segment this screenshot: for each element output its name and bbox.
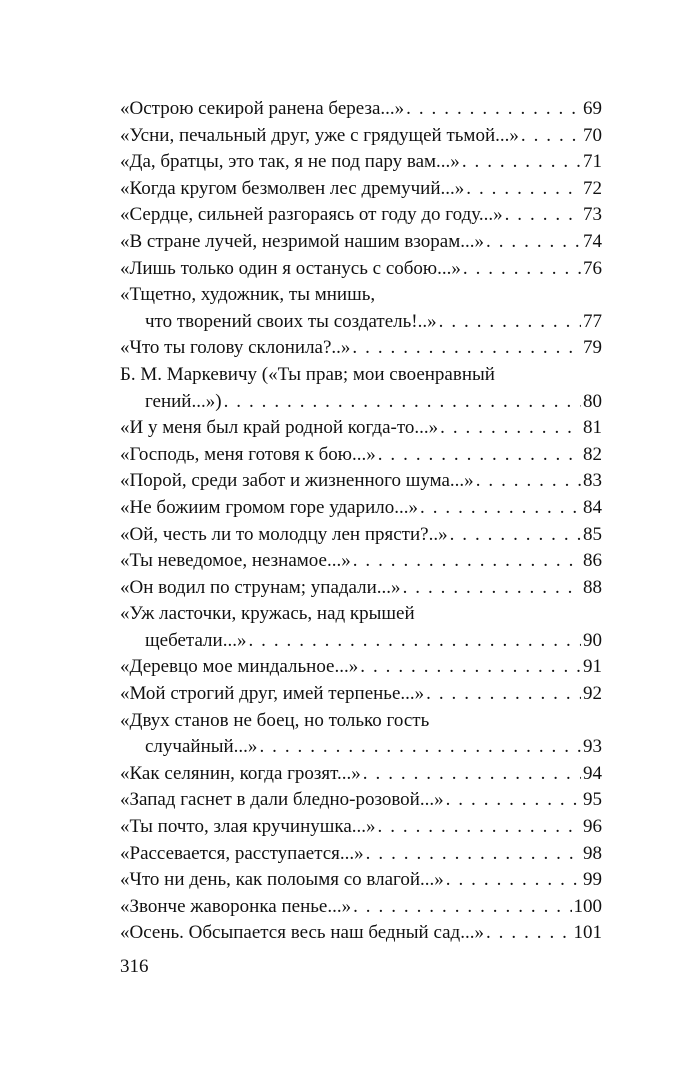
toc-entry-title-line1: Б. М. Маркевичу («Ты прав; мои своенравный bbox=[120, 363, 495, 385]
toc-entry-title: «Мой строгий друг, имей терпенье...» bbox=[120, 683, 425, 705]
toc-entry bbox=[120, 894, 602, 921]
toc-entry-title: «Сердце, сильней разгораясь от году до году...» bbox=[120, 204, 503, 226]
toc-entry-page: 70 bbox=[583, 124, 602, 146]
dot-leader bbox=[463, 256, 581, 283]
toc-entry-title: «Запад гаснет в дали бледно-розовой...» bbox=[120, 789, 444, 811]
toc-entry bbox=[120, 601, 602, 654]
toc-entry bbox=[120, 708, 602, 761]
toc-entry-page: 90 bbox=[583, 629, 602, 651]
dot-leader bbox=[450, 522, 581, 549]
toc-entry bbox=[120, 442, 602, 469]
toc-entry-page: 77 bbox=[583, 310, 602, 332]
toc-entry bbox=[120, 256, 602, 283]
toc-entry-title: «Звонче жаворонка пенье...» bbox=[120, 895, 352, 917]
toc-entry-title: «И у меня был край родной когда-то...» bbox=[120, 417, 439, 439]
toc-entry-title: «Ты неведомое, незнамое...» bbox=[120, 550, 351, 572]
toc-entry-title-line1: «Уж ласточки, кружась, над крышей bbox=[120, 603, 415, 625]
toc-entry bbox=[120, 468, 602, 495]
dot-leader bbox=[440, 415, 581, 442]
toc-entry-title-line1: «Тщетно, художник, ты мнишь, bbox=[120, 284, 376, 306]
toc-entry-title: «Острою секирой ранена береза...» bbox=[120, 98, 405, 119]
toc-entry-page: 99 bbox=[583, 869, 602, 891]
dot-leader bbox=[466, 176, 581, 203]
toc-entry-page: 98 bbox=[583, 842, 602, 864]
toc-entry-title-line2: что творений своих ты создатель!..» bbox=[145, 310, 437, 332]
toc-entry-title: «Да, братцы, это так, я не под пару вам...» bbox=[120, 151, 460, 173]
toc-entry-title: «Когда кругом безмолвен лес дремучий...» bbox=[120, 177, 465, 199]
dot-leader bbox=[446, 787, 581, 814]
toc-entry bbox=[120, 867, 602, 894]
dot-leader bbox=[486, 229, 581, 256]
toc-entry bbox=[120, 575, 602, 602]
toc-entry-title: «Он водил по струнам; упадали...» bbox=[120, 576, 401, 598]
toc-entry-page: 85 bbox=[583, 523, 602, 545]
toc-entry-title: «Усни, печальный друг, уже с грядущей тьмой...» bbox=[120, 124, 519, 146]
toc-entry-page: 82 bbox=[583, 443, 602, 465]
toc-entry-page: 93 bbox=[583, 736, 602, 758]
dot-leader bbox=[366, 841, 581, 868]
dot-leader bbox=[505, 202, 581, 229]
toc-entry-title: «В стране лучей, незримой нашим взорам...» bbox=[120, 230, 485, 252]
toc-entry-page: 72 bbox=[583, 177, 602, 199]
toc-entry-title: «Господь, меня готовя к бою...» bbox=[120, 443, 376, 465]
toc-entry bbox=[120, 495, 602, 522]
dot-leader bbox=[521, 123, 581, 150]
toc-entry bbox=[120, 415, 602, 442]
toc-entry-page: 86 bbox=[583, 550, 602, 572]
dot-leader bbox=[420, 495, 581, 522]
toc-entry-title-line1: «Двух станов не боец, но только гость bbox=[120, 709, 430, 731]
toc-entry bbox=[120, 202, 602, 229]
page-number: 316 bbox=[120, 956, 149, 977]
toc-entry-page: 88 bbox=[583, 576, 602, 598]
dot-leader bbox=[462, 149, 581, 176]
toc-entry-title: «Рассевается, расступается...» bbox=[120, 842, 364, 864]
toc-entry-page: 91 bbox=[583, 656, 602, 678]
toc-entry-page: 79 bbox=[583, 337, 602, 359]
dot-leader bbox=[353, 548, 581, 575]
toc-entry-title: «Ты почто, злая кручинушка...» bbox=[120, 816, 376, 838]
dot-leader bbox=[248, 628, 581, 655]
toc-entry bbox=[120, 362, 602, 415]
toc-entry-page: 94 bbox=[583, 762, 602, 784]
dot-leader bbox=[426, 681, 581, 708]
dot-leader bbox=[363, 761, 581, 788]
toc-entry-page: 95 bbox=[583, 789, 602, 811]
toc-entry-title: «Осень. Обсыпается весь наш бедный сад...» bbox=[120, 922, 484, 944]
toc-entry-page: 100 bbox=[573, 895, 602, 917]
dot-leader bbox=[403, 575, 581, 602]
toc-entry-page: 69 bbox=[583, 98, 602, 119]
toc-entry bbox=[120, 841, 602, 868]
toc-entry bbox=[120, 335, 602, 362]
toc-entry-page: 83 bbox=[583, 470, 602, 492]
toc-entry bbox=[120, 176, 602, 203]
toc-entry-title: «Что ты голову склонила?..» bbox=[120, 337, 351, 359]
toc-entry-page: 84 bbox=[583, 496, 602, 518]
dot-leader bbox=[353, 894, 571, 921]
toc-entry-page: 71 bbox=[583, 151, 602, 173]
toc-entry bbox=[120, 149, 602, 176]
toc-entry bbox=[120, 814, 602, 841]
toc-entry-title: «Не божиим громом горе ударило...» bbox=[120, 496, 419, 518]
dot-leader bbox=[486, 920, 572, 947]
toc-entry bbox=[120, 920, 602, 947]
toc-entry-title: «Как селянин, когда грозят...» bbox=[120, 762, 361, 784]
dot-leader bbox=[476, 468, 581, 495]
toc-entry-title: «Лишь только один я останусь с собою...» bbox=[120, 257, 461, 279]
toc-entry-page: 76 bbox=[583, 257, 602, 279]
toc-entry bbox=[120, 548, 602, 575]
dot-leader bbox=[446, 867, 581, 894]
dot-leader bbox=[352, 335, 581, 362]
toc-entry bbox=[120, 761, 602, 788]
table-of-contents bbox=[120, 96, 602, 947]
dot-leader bbox=[439, 309, 581, 336]
toc-entry-title: «Что ни день, как полоымя со влагой...» bbox=[120, 869, 444, 891]
dot-leader bbox=[378, 442, 581, 469]
toc-entry bbox=[120, 229, 602, 256]
toc-entry-title-line2: гений...») bbox=[145, 390, 222, 412]
toc-entry bbox=[120, 787, 602, 814]
toc-entry-page: 74 bbox=[583, 230, 602, 252]
toc-entry bbox=[120, 654, 602, 681]
dot-leader bbox=[224, 389, 581, 416]
toc-entry bbox=[120, 282, 602, 335]
toc-entry-title-line2: случайный...» bbox=[145, 736, 258, 758]
toc-entry-title: «Деревцо мое миндальное...» bbox=[120, 656, 359, 678]
toc-entry bbox=[120, 96, 602, 123]
toc-entry-title: «Ой, честь ли то молодцу лен прясти?..» bbox=[120, 523, 448, 545]
toc-entry-page: 101 bbox=[573, 922, 602, 944]
toc-entry-page: 80 bbox=[583, 390, 602, 412]
dot-leader bbox=[406, 96, 581, 123]
toc-entry bbox=[120, 681, 602, 708]
toc-entry bbox=[120, 522, 602, 549]
toc-entry-page: 96 bbox=[583, 816, 602, 838]
toc-entry-title-line2: щебетали...» bbox=[145, 629, 247, 651]
toc-entry bbox=[120, 123, 602, 150]
dot-leader bbox=[360, 654, 581, 681]
dot-leader bbox=[259, 734, 581, 761]
toc-entry-page: 73 bbox=[583, 204, 602, 226]
toc-entry-page: 92 bbox=[583, 683, 602, 705]
dot-leader bbox=[378, 814, 582, 841]
toc-entry-page: 81 bbox=[583, 417, 602, 439]
toc-entry-title: «Порой, среди забот и жизненного шума...» bbox=[120, 470, 474, 492]
